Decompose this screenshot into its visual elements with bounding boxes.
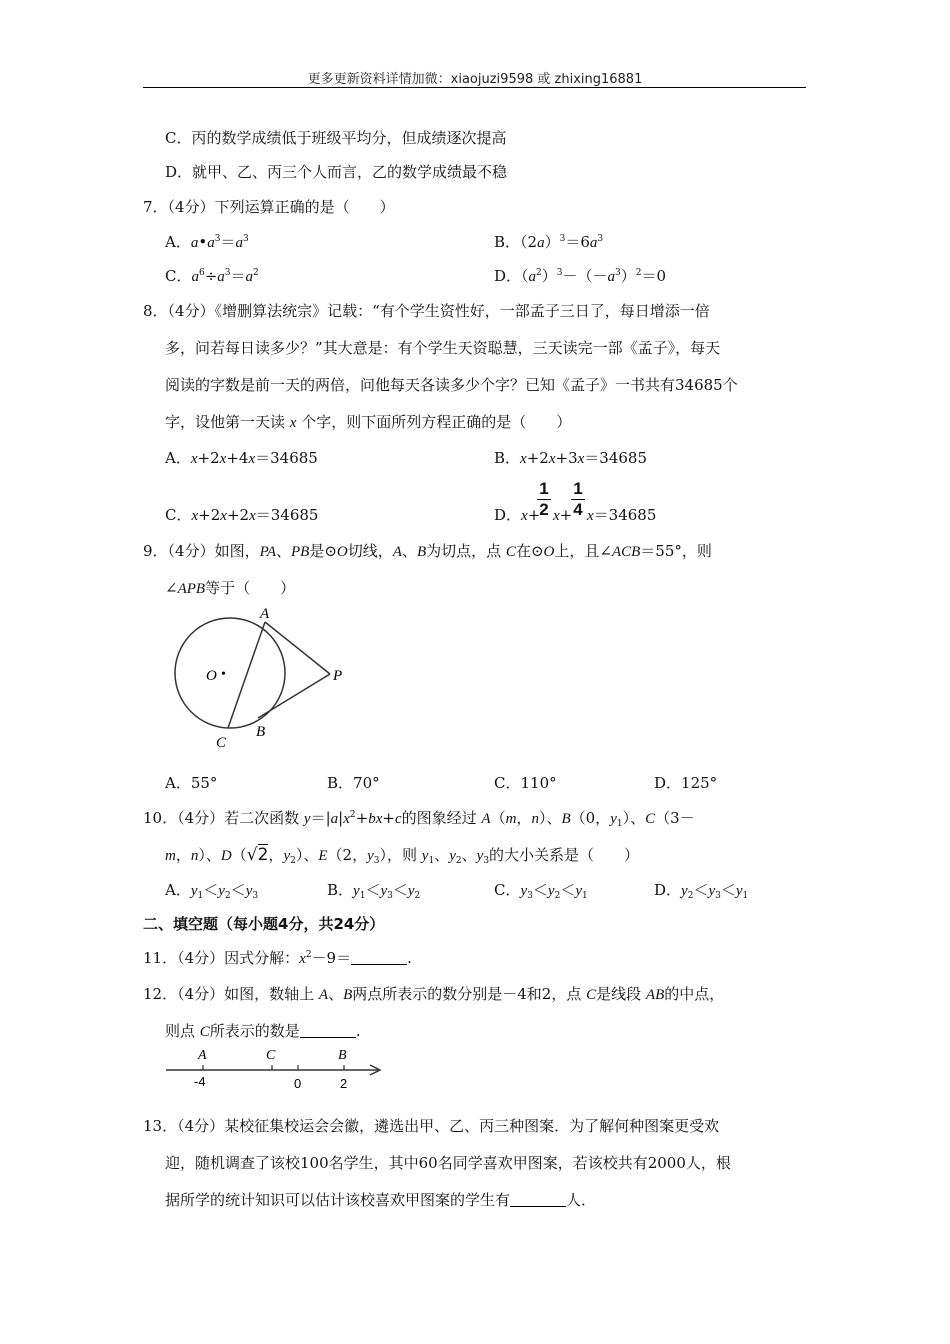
q9-option-c: C．110° — [494, 774, 557, 792]
q12-number-line — [160, 1042, 390, 1094]
axis-label-c: C — [266, 1048, 276, 1063]
q8-line-3: 阅读的字数是前一天的两倍，问他每天各读多少个字？已知《孟子》一书共有34685个 — [165, 376, 738, 394]
axis-value-minus4: -4 — [194, 1074, 206, 1089]
q8-option-c: C．x+2x+2x＝34685 — [165, 506, 319, 524]
q9-option-b: B．70° — [327, 774, 380, 792]
axis-value-0: 0 — [294, 1076, 302, 1091]
q8-line-1: 8．（4分）《增删算法统宗》记载：“有个学生资性好，一部孟子三日了，每日增添一倍 — [143, 302, 710, 320]
q8-line-2: 多，问若每日读多少？”其大意是：有个学生天资聪慧，三天读完一部《孟子》，每天 — [165, 339, 721, 357]
q9-line-1: 9．（4分）如图，PA、PB是⊙O切线，A、B为切点，点 C在⊙O上，且∠ACB＝55°，则 — [143, 542, 712, 560]
q8-frac2-numerator: 1 — [573, 479, 583, 498]
chord-ac — [228, 622, 265, 728]
q12-line-1: 12．（4分）如图，数轴上 A、B两点所表示的数分别是－4和2，点 C是线段 AB的中点， — [143, 985, 725, 1003]
axis-label-a: A — [198, 1048, 207, 1063]
axis-label-b: B — [338, 1048, 347, 1063]
q8-line-4: 字，设他第一天读 x 个字，则下面所列方程正确的是（ ） — [165, 413, 572, 431]
sqrt-sign: √ — [246, 845, 258, 865]
tangent-pa — [265, 622, 330, 674]
label-p: P — [333, 668, 343, 684]
header-rule — [143, 87, 806, 88]
section-2-title: 二、填空题（每小题4分，共24分） — [143, 915, 385, 933]
q6-option-c: C．丙的数学成绩低于班级平均分，但成绩逐次提高 — [165, 129, 507, 147]
q6-option-d: D．就甲、乙、丙三个人而言，乙的数学成绩最不稳 — [165, 163, 508, 181]
q11-line: 11．（4分）因式分解：$x^2-9=$ . — [143, 949, 412, 967]
q8-frac1-denominator: 2 — [539, 500, 549, 519]
q13-answer-blank[interactable] — [510, 1192, 566, 1207]
q9-circle-figure — [160, 600, 360, 760]
q10-option-d: D．$y_2<y_3<y_1$ — [654, 881, 749, 901]
q7-option-b: B．$(2a)^3=6a^3$ — [494, 233, 604, 251]
q10-line-1: 10．（4分）若二次函数 $y=|a|x^2+bx+c$的图象经过 A（m，n）、B（0，$y_1$）、C（3－ — [143, 809, 695, 829]
q9-option-a: A．55° — [165, 774, 218, 792]
axis-value-2: 2 — [340, 1076, 348, 1091]
q7-stem: 7．（4分）下列运算正确的是（ ） — [143, 198, 395, 216]
q8-frac2-denominator: 4 — [573, 500, 583, 519]
tangent-pb — [258, 674, 330, 718]
q8-option-d-label: D．x+ — [494, 506, 541, 524]
q10-option-c: C．$y_3<y_2<y_1$ — [494, 881, 588, 901]
q7-option-d: D．$(a^2)^3-(-a^3)^2=0$ — [494, 267, 667, 285]
q13-line-3: 据所学的统计知识可以估计该校喜欢甲图案的学生有 人． — [165, 1191, 597, 1209]
q7-option-a: A．$a•a^3=a^3$ — [165, 233, 249, 251]
center-dot: • — [221, 667, 226, 682]
q11-answer-blank[interactable] — [351, 950, 407, 965]
q9-option-d: D．125° — [654, 774, 718, 792]
page-header: 更多更新资料详情加微：xiaojuzi9598 或 zhixing16881 — [307, 72, 643, 87]
q12-answer-blank[interactable] — [300, 1023, 356, 1038]
q8-frac1-numerator: 1 — [539, 479, 549, 498]
sqrt-radicand: 2 — [257, 845, 269, 865]
q9-line-2: ∠APB等于（ ） — [165, 579, 296, 597]
label-b: B — [256, 724, 266, 740]
q10-line-2: m，n）、D（√2，$y_2$）、E（2，$y_3$），则 $y_1$、$y_2$、$y_3$的大小关系是（ ） — [165, 845, 640, 866]
q13-line-1: 13．（4分）某校征集校运会会徽，遴选出甲、乙、丙三种图案．为了解何种图案更受欢 — [143, 1117, 720, 1135]
label-o: O — [206, 668, 217, 684]
q8-option-b: B．x+2x+3x＝34685 — [494, 449, 648, 467]
q13-line-2: 迎，随机调查了该校100名学生，其中60名同学喜欢甲图案，若该校共有2000人，根 — [165, 1154, 731, 1172]
label-c: C — [216, 735, 227, 751]
label-a: A — [260, 606, 270, 622]
q12-line-2: 则点 C所表示的数是 . — [165, 1022, 361, 1040]
q7-option-c: C．$a^6\div a^3=a^2$ — [165, 267, 259, 285]
q10-option-b: B．$y_1<y_3<y_2$ — [327, 881, 421, 901]
q10-option-a: A．$y_1<y_2<y_3$ — [165, 881, 259, 901]
q8-option-d-end: x＝34685 — [587, 506, 657, 524]
q8-option-d-mid: x+ — [553, 506, 573, 524]
q8-option-a: A．x+2x+4x＝34685 — [165, 449, 318, 467]
